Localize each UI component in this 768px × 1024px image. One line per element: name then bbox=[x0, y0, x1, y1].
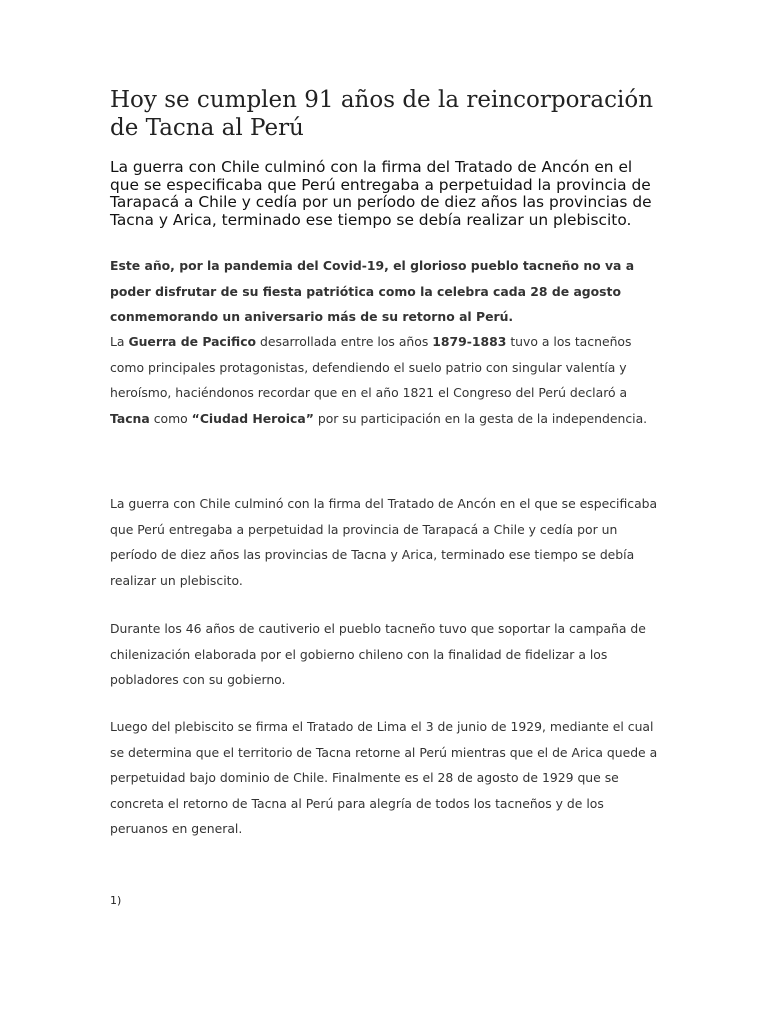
paragraph-tratado-lima: Luego del plebiscito se firma el Tratado de Lima el 3 de junio de 1929, mediante el cual se determina que el territorio de Tacna retorne al Perú mientras que el de Arica quede a perpetuidad bajo dominio de Chile. Finalmente es el 28 de agosto de 1929 que se concreta el retorno de Tacna al Perú para alegría de todos los tacneños y de los peruanos en general. bbox=[110, 719, 658, 836]
paragraph-cautiverio: Durante los 46 años de cautiverio el pueblo tacneño tuvo que soportar la campaña de chilenización elaborada por el gobierno chileno con la finalidad de fidelizar a los pobladores con su gobierno. bbox=[110, 621, 646, 687]
bold-guerra-de-pacifico: Guerra de Pacifico bbox=[128, 334, 257, 349]
lead-paragraph: La guerra con Chile culminó con la firma del Tratado de Ancón en el que se especificaba que Perú entregaba a perpetuidad la provincia de Tarapacá a Chile y cedía por un período de diez años las provincias de Tacna y Arica, terminado ese tiempo se debía realizar un plebiscito. bbox=[110, 158, 652, 229]
bold-years: 1879-1883 bbox=[432, 334, 507, 349]
text-run: por su participación en la gesta de la independencia. bbox=[313, 410, 648, 426]
text-run: La bbox=[110, 334, 129, 349]
article-title: Hoy se cumplen 91 años de la reincorporación de Tacna al Perú bbox=[110, 87, 654, 141]
intro-paragraph: Este año, por la pandemia del Covid-19, el glorioso pueblo tacneño no va a poder disfrutar de su fiesta patriótica como la celebra cada 28 de agosto conmemorando un aniversario más de su retorno al Perú. bbox=[110, 258, 635, 324]
text-run: desarrollada entre los años bbox=[256, 334, 433, 349]
bold-ciudad-heroica: “Ciudad Heroica” bbox=[191, 410, 314, 426]
paragraph-tratado-ancon: La guerra con Chile culminó con la firma del Tratado de Ancón en el que se especificaba que Perú entregaba a perpetuidad la provincia de Tarapacá a Chile y cedía por un período de diez años las provincias de Tacna y Arica, terminado ese tiempo se debía realizar un plebiscito. bbox=[110, 496, 658, 588]
footnote-marker: 1) bbox=[110, 894, 122, 907]
text-run: como bbox=[149, 410, 192, 426]
bold-tacna: Tacna bbox=[110, 410, 150, 426]
text-run: tuvo a los tacneños como principales protagonistas, defendiendo el suelo patrio con singular valentía y heroísmo, haciéndonos recordar que en el año 1821 el Congreso del Perú declaró a bbox=[110, 334, 632, 400]
paragraph-guerra-pacifico bbox=[110, 329, 665, 431]
